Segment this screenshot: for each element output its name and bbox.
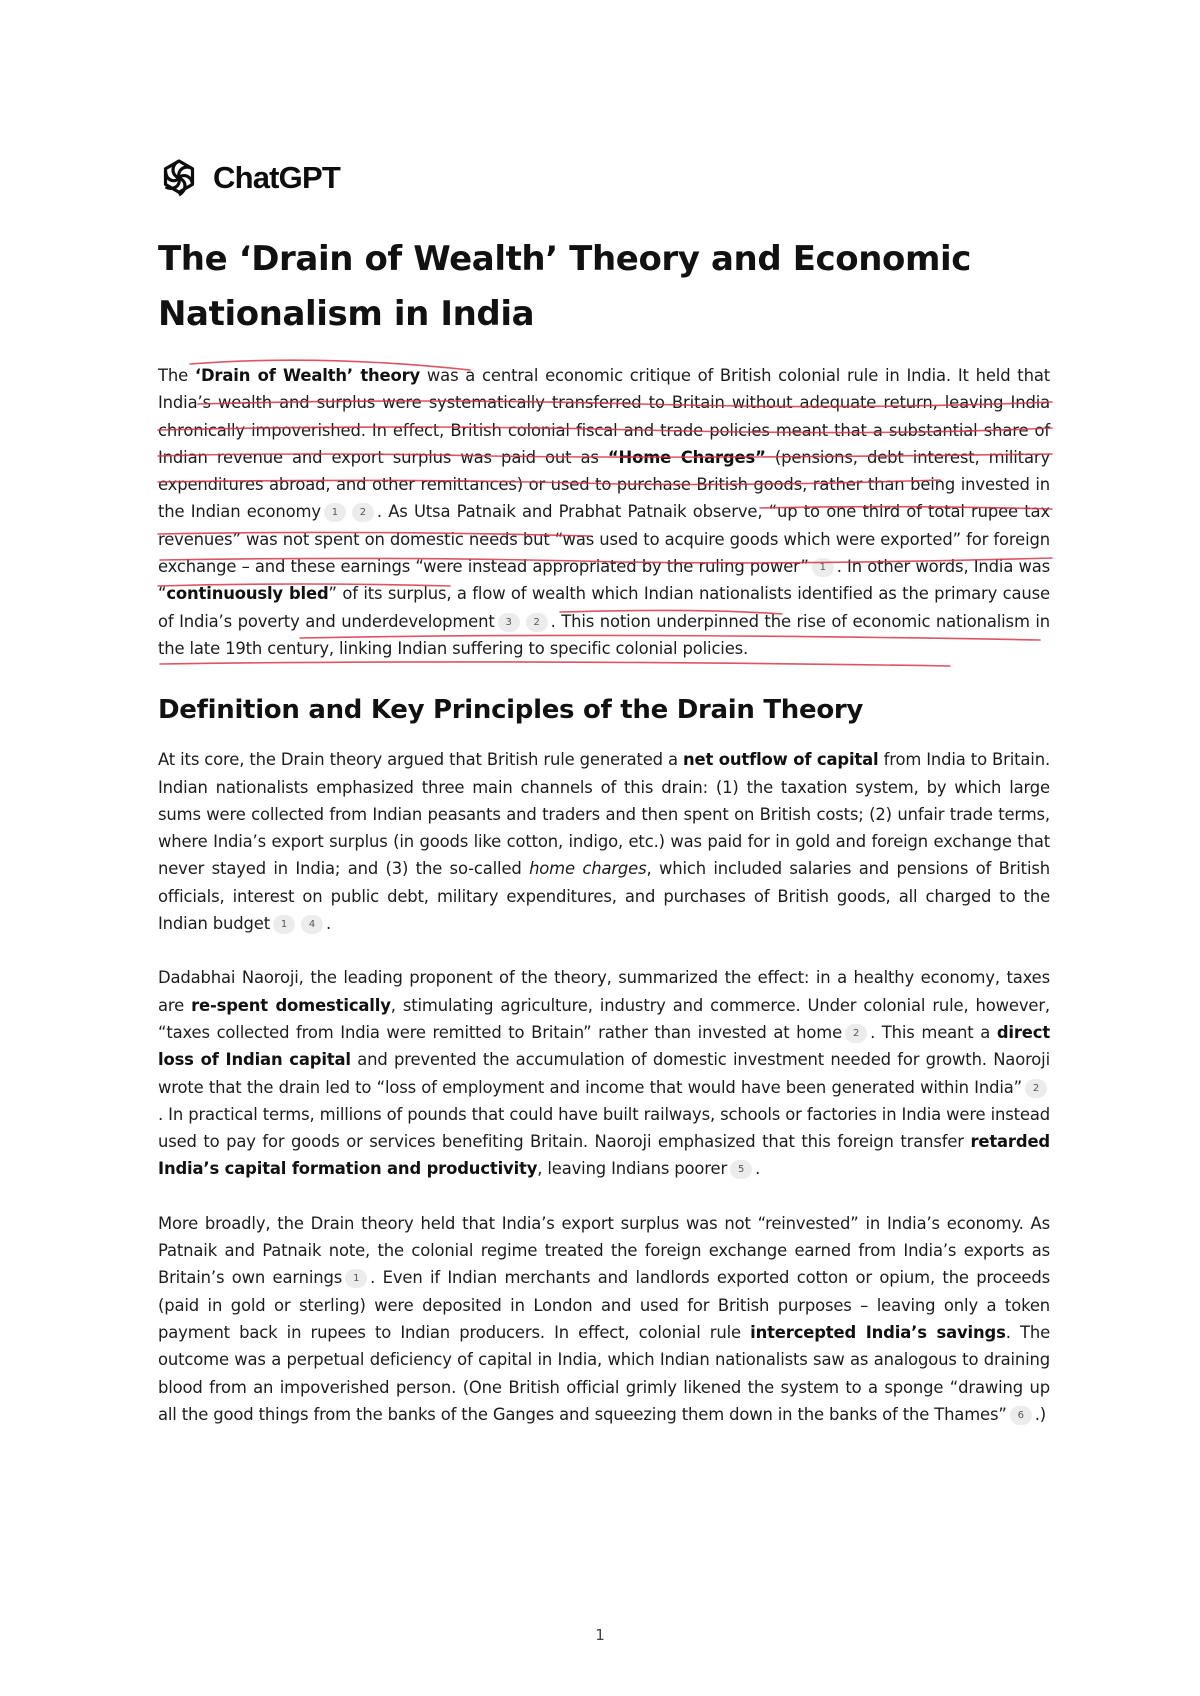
brand-name: ChatGPT [213,160,341,195]
body-paragraph [158,964,1050,1182]
citation-badge[interactable]: 2 [526,613,548,632]
text-run: . [755,1159,761,1179]
citation-badge[interactable]: 1 [345,1269,367,1288]
bold-term: intercepted India’s savings [750,1322,1006,1342]
text-run: (pensions, debt interest, military expenditures abroad, and other remittances) or used to purchase British goods, rather than being invested in the Indian economy [158,447,1050,522]
document-body [158,232,1050,1455]
citation-badge[interactable]: 1 [324,503,346,522]
text-run: . This notion underpinned the rise of economic nationalism in the late 19th century, linking Indian suffering to specific colonial policies. [158,611,1050,658]
openai-logo-icon [158,157,200,199]
text-run: , stimulating agriculture, industry and commerce. Under colonial rule, however, “taxes collected from India were remitted to Britain” rather than invested at home [158,995,1050,1042]
text-run: .) [1034,1404,1046,1424]
text-run: Dadabhai Naoroji, the leading proponent of the theory, summarized the effect: in a healthy economy, taxes are [158,968,1050,1015]
text-run: . In practical terms, millions of pounds that could have built railways, schools or factories in India were instead used to pay for goods or services benefiting Britain. Naoroji emphasized that this foreign transfer [158,1104,1050,1152]
citation-badge[interactable]: 1 [812,558,834,577]
document-title: The ‘Drain of Wealth’ Theory and Economic Nationalism in India [158,239,972,334]
text-run: was a central economic critique of British colonial rule in India. It held that India’s wealth and surplus were systematically transferred to Britain without adequate return, leaving India chronically impoverished. In effect, British colonial fiscal and trade policies meant that a substantial share of Indian revenue and export surplus was paid out as [158,366,1050,467]
body-paragraph [158,1210,1050,1428]
text-run: , which included salaries and pensions of British officials, interest on public debt, military expenditures, and purchases of British goods, all charged to the Indian budget [158,859,1050,934]
citation-badge[interactable]: 2 [352,503,374,522]
text-run: . This meant a [870,1022,997,1042]
bold-term: ‘Drain of Wealth’ theory [194,366,421,385]
citation-badge[interactable]: 5 [730,1160,752,1179]
citation-badge[interactable]: 2 [845,1024,867,1043]
text-run: At its core, the Drain theory argued that British rule generated a [158,750,684,770]
text-run: ” of its surplus, a flow of wealth which Indian nationalists identified as the primary cause of India’s poverty and underdevelopment [158,584,1050,631]
bold-term: direct loss of Indian capital [158,1022,1051,1070]
citation-badge[interactable]: 6 [1010,1406,1032,1425]
brand-logo [158,156,340,200]
body-paragraph [158,746,1050,937]
text-run: from India to Britain. Indian nationalists emphasized three main channels of this drain: (1) the taxation system, by which large sums were collected from Indian peasants and traders and then spent on British costs; (2) unfair trade terms, where India’s export surplus (in goods like cotton, indigo, etc.) was paid for in gold and foreign exchange that never stayed in India; and (3) the so-called [158,750,1050,879]
section-heading: Definition and Key Principles of the Drain Theory [158,695,864,726]
citation-badge[interactable]: 2 [1025,1079,1047,1098]
text-run: The [158,366,195,385]
citation-badge[interactable]: 1 [273,915,295,934]
bold-term: continuously bled [166,584,329,604]
text-run: . As Utsa Patnaik and Prabhat Patnaik observe, “up to one third of total rupee tax revenues” was not spent on domestic needs but “was used to acquire goods which were exported” for foreign exchange – and these earnings “were instead appropriated by the ruling power” [158,502,1050,577]
underline-mark [160,662,950,666]
bold-term: re-spent domestically [191,995,391,1015]
text-run: More broadly, the Drain theory held that India’s export surplus was not “reinvested” in India’s economy. As Patnaik and Patnaik note, the colonial regime treated the foreign exchange earned from India’s exports as Britain’s own earnings [158,1213,1050,1288]
text-run: and prevented the accumulation of domestic investment needed for growth. Naoroji wrote that the drain led to “loss of employment and income that would have been generated within India” [158,1050,1050,1097]
bold-term: retarded India’s capital formation and productivity [158,1132,1050,1179]
citation-badge[interactable]: 4 [301,915,323,934]
bold-term: net outflow of capital [683,750,879,770]
italic-term: home charges [529,859,647,879]
citation-badge[interactable]: 3 [498,613,520,632]
text-run: . In other words, India was “ [158,557,1050,604]
page-number: 1 [595,1626,605,1644]
text-run: . The outcome was a perpetual deficiency of capital in India, which Indian nationalists saw as analogous to draining blood from an impoverished person. (One British official grimly likened the system to a sponge “drawing up all the good things from the banks of the Ganges and squeezing them down in the banks of the Thames” [158,1322,1051,1424]
text-run: . [325,914,332,934]
intro-paragraph [158,362,1050,662]
bold-term: “Home Charges” [607,447,766,467]
text-run: , leaving Indians poorer [537,1159,728,1179]
text-run: . Even if Indian merchants and landlords exported cotton or opium, the proceeds (paid in gold or sterling) were deposited in London and used for British purposes – leaving only a token payment back in rupees to Indian producers. In effect, colonial rule [158,1268,1050,1342]
